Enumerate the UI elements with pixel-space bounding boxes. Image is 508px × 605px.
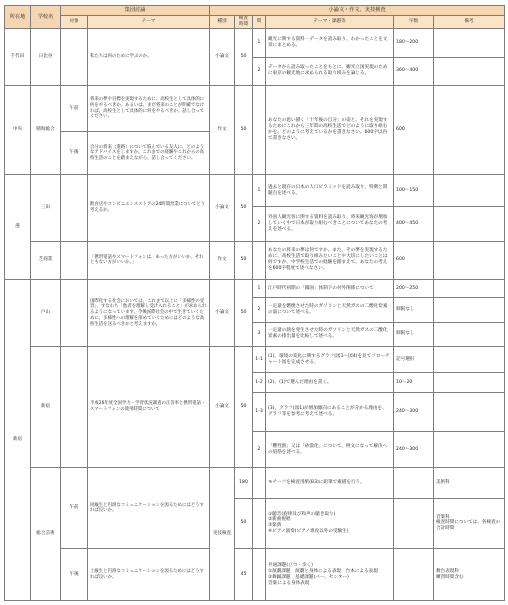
cell-time: 45 bbox=[235, 549, 253, 601]
header-question: 問 bbox=[253, 16, 266, 29]
cell-essay: 過去と現在の日本の人口ピラミッドを読み取り、特徴と問題点を述べる。 bbox=[266, 174, 394, 206]
cell-notes bbox=[434, 241, 505, 279]
cell-target bbox=[61, 280, 88, 347]
cell-essay: 一定量の熱を発生させた時のガソリンと天然ガスの二酸化炭素の排出量を比較して述べる。 bbox=[266, 322, 394, 346]
cell-school: 新宿 bbox=[31, 346, 61, 467]
cell-essay: データから読み取ったことをもとに、観光立国実現のために東京の観光地に求められる取り組みを論じる。 bbox=[266, 57, 394, 85]
header-type: 種別 bbox=[210, 16, 235, 29]
cell-question: 1 bbox=[253, 29, 266, 57]
cell-theme: 私たちは何のために学ぶのか。 bbox=[88, 29, 210, 86]
cell-notes bbox=[434, 373, 505, 393]
cell-time: 180 bbox=[235, 468, 253, 498]
cell-chars: 記号選択 bbox=[394, 346, 434, 372]
cell-question bbox=[253, 498, 266, 549]
cell-time: 50 bbox=[235, 346, 253, 467]
cell-theme: 同級生と円滑なコミュニケーションを図るためにはどうすれば良いか。 bbox=[88, 468, 210, 549]
cell-essay: ①聴音(旋律及び和声の聴き取り) ②新曲視唱 ③楽典 ④ピアノ演奏(ピアノ専攻以外の受験生) bbox=[266, 498, 394, 549]
cell-question: 1-1 bbox=[253, 346, 266, 372]
header-chars: 字数 bbox=[394, 16, 434, 29]
cell-notes: 舞台表現科 練習時間含む bbox=[434, 549, 505, 601]
cell-theme: 飲食店やコンビニエンスストアの24時間営業についてどう考えるか。 bbox=[88, 174, 210, 241]
cell-school: 戸山 bbox=[31, 280, 61, 347]
cell-region: 千代田 bbox=[5, 29, 31, 86]
cell-target bbox=[61, 174, 88, 241]
header-essay-theme: テーマ・課題等 bbox=[266, 16, 394, 29]
cell-target bbox=[61, 241, 88, 279]
cell-type: 小論文 bbox=[210, 280, 235, 347]
cell-school: 芝商業 bbox=[31, 241, 61, 279]
cell-question: 1 bbox=[253, 174, 266, 206]
cell-region: 新宿 bbox=[5, 280, 31, 601]
cell-chars: 600 bbox=[394, 85, 434, 174]
cell-chars: 制限なし bbox=[394, 298, 434, 322]
cell-target: 午前 bbox=[61, 468, 88, 549]
cell-time: 50 bbox=[235, 85, 253, 174]
cell-question bbox=[253, 85, 266, 174]
cell-school: 三田 bbox=[31, 174, 61, 241]
cell-time: 50 bbox=[235, 29, 253, 86]
cell-time: 50 bbox=[235, 174, 253, 241]
cell-essay: 外国人観光客に関する資料を読み取り、将来観光客が増加していく中で日本が取り組むべきことについてあなたの考えを述べる。 bbox=[266, 207, 394, 241]
cell-question: 1 bbox=[253, 280, 266, 298]
cell-question bbox=[253, 549, 266, 601]
header-time: 検査時間 bbox=[235, 16, 253, 29]
header-essay-section: 小論文・作文、実技検査 bbox=[210, 6, 505, 16]
cell-question: 2 bbox=[253, 207, 266, 241]
cell-essay: あなたの思い描く「十年後の自分」の姿と、それを実現するためにこれから三年間の高校生活でどのように取り組むかを、どのように考えているかを書きなさい。600字以内で書きなさい。 bbox=[266, 85, 394, 174]
cell-target: 午前 bbox=[61, 85, 88, 132]
cell-chars: 制限なし bbox=[394, 322, 434, 346]
cell-essay: (2)、(1)で選んだ理由を書く。 bbox=[266, 373, 394, 393]
cell-notes bbox=[434, 393, 505, 431]
header-school: 学校名 bbox=[31, 6, 61, 29]
cell-theme: 自分の将来（進路）について悩んでいる友人に、どのようなアドバイスをしますか。これまでの経験やこれからの高校生活のことを踏まえながら、話し合ってください。 bbox=[88, 132, 210, 175]
cell-question: 2 bbox=[253, 298, 266, 322]
cell-chars: 100～150 bbox=[394, 174, 434, 206]
header-region: 所在地 bbox=[5, 6, 31, 29]
cell-school: 総合芸術 bbox=[31, 468, 61, 601]
cell-essay: (1)、環境の変化に関するグラフ(図1～図4)を見てフローチャート図を完成させる。 bbox=[266, 346, 394, 372]
cell-question: 2 bbox=[253, 431, 266, 467]
cell-type: 小論文 bbox=[210, 29, 235, 86]
cell-essay: 「難性熱」又は「砂漠化」について、例文になって解決への道筋を述べる。 bbox=[266, 431, 394, 467]
cell-question: 1-2 bbox=[253, 373, 266, 393]
cell-essay: (3)、グラフ(図1)が増加傾向にあることが分かる理由を、グラフ等を参考に考えて述べる。 bbox=[266, 393, 394, 431]
cell-time: 50 bbox=[235, 280, 253, 347]
header-theme: テーマ bbox=[88, 16, 210, 29]
exam-table bbox=[4, 5, 505, 601]
cell-essay: あなたの将来の夢は何ですか。また、その夢を実現するために、高校生活で取り組みたいことや大切にしたいことは何ですか。中学校生活での経験を踏まえて、あなたの考えを600字程度で述べなさい。 bbox=[266, 241, 394, 279]
cell-chars: 600 bbox=[394, 241, 434, 279]
cell-type: 作文 bbox=[210, 85, 235, 174]
cell-essay: 一定量を燃焼させた時のガソリンと天然ガスの二酸化炭素の量について述べる。 bbox=[266, 298, 394, 322]
cell-chars bbox=[394, 549, 434, 601]
cell-question bbox=[253, 241, 266, 279]
cell-notes bbox=[434, 207, 505, 241]
cell-type: 小論文 bbox=[210, 346, 235, 467]
cell-chars: 400～450 bbox=[394, 207, 434, 241]
cell-question bbox=[253, 468, 266, 498]
header-group-discussion: 集団討論 bbox=[61, 6, 210, 16]
cell-question: 3 bbox=[253, 322, 266, 346]
cell-chars: 240～300 bbox=[394, 393, 434, 431]
cell-notes bbox=[434, 29, 505, 57]
cell-chars: 240～300 bbox=[394, 431, 434, 467]
cell-essay: モチーフを検査用紙(B3)に鉛筆で素描を行う。 bbox=[266, 468, 394, 498]
cell-notes bbox=[434, 322, 505, 346]
cell-type: 作文 bbox=[210, 241, 235, 279]
cell-time: 50 bbox=[235, 241, 253, 279]
cell-target bbox=[61, 29, 88, 86]
cell-chars bbox=[394, 498, 434, 549]
cell-notes bbox=[434, 298, 505, 322]
cell-notes: 音楽科 検査時間については、各検査の合計時間 bbox=[434, 498, 505, 549]
cell-notes bbox=[434, 431, 505, 467]
cell-notes bbox=[434, 85, 505, 174]
cell-target: 午後 bbox=[61, 132, 88, 175]
cell-essay: 観光に関する資料・データを読み取り、わかったことを文章にまとめる。 bbox=[266, 29, 394, 57]
cell-theme: 「携帯電話やスマートフォンは、あった方がいいか、それともない方がいいか。」 bbox=[88, 241, 210, 279]
cell-target bbox=[61, 346, 88, 467]
cell-time: 50 bbox=[235, 498, 253, 549]
cell-target: 午後 bbox=[61, 549, 88, 601]
cell-theme: 将来の夢や目標を実現するために、高校生として具体的に何をやるべきか。あるいは、まだ将来のことが明確でなければ、高校生として具体的に何をやるべきか。話し合ってください。 bbox=[88, 85, 210, 132]
header-target: 対象 bbox=[61, 16, 88, 29]
cell-theme: 国際化する社会においては、これまで以上に「多様性の受容」、すなわち「他者を理解し受け入れること」が求められるようになっています。今後国際社会の中で生きていくために、多様性への理解を深めていくためにはどのような高校生活を送るべきかと考えますか。 bbox=[88, 280, 210, 347]
cell-chars: 180～200 bbox=[394, 29, 434, 57]
cell-chars: 200～250 bbox=[394, 280, 434, 298]
cell-chars bbox=[394, 468, 434, 498]
cell-school: 日比谷 bbox=[31, 29, 61, 86]
cell-type: 小論文 bbox=[210, 174, 235, 241]
cell-notes bbox=[434, 57, 505, 85]
cell-school: 晴海総合 bbox=[31, 85, 61, 174]
cell-chars: 10～20 bbox=[394, 373, 434, 393]
header-notes: 備考 bbox=[434, 16, 505, 29]
cell-type: 実技検査 bbox=[210, 468, 235, 601]
cell-essay: 江戸時代初期の「鎖国」体制下の対外関係について bbox=[266, 280, 394, 298]
cell-question: 1-3 bbox=[253, 393, 266, 431]
cell-essay: 共通課題(立つ・歩く) ①演劇課題 演劇と身体による表現 台本による表現 ②舞踊課題 基礎課題(バー、センター) 音楽による身体表現 bbox=[266, 549, 394, 601]
cell-chars: 360～400 bbox=[394, 57, 434, 85]
cell-region: 中央 bbox=[5, 85, 31, 174]
cell-question: 2 bbox=[253, 57, 266, 85]
cell-theme: 上級生と円滑なコミュニケーションを図るためにはどうすれば良いか。 bbox=[88, 549, 210, 601]
cell-notes bbox=[434, 174, 505, 206]
cell-theme: 平成26年度全国学力・学習状況調査の正答率と携帯電話・スマートフォンの使用時間について bbox=[88, 346, 210, 467]
cell-notes: 美術科 bbox=[434, 468, 505, 498]
cell-region: 港 bbox=[5, 174, 31, 279]
cell-notes bbox=[434, 280, 505, 298]
cell-notes bbox=[434, 346, 505, 372]
